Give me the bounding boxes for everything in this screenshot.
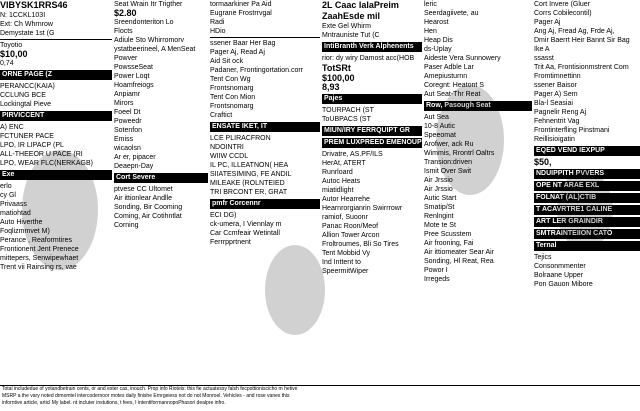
option-line: Emiss [114,136,134,143]
section-header: MIUN/IRY FERRQUIPT GR [322,126,422,136]
option-line: LPO, WEAR FLC(NERKAGB) [0,160,93,167]
option-line: Tejics [534,254,552,261]
option-line: Privaass [0,201,27,208]
option-line: Cort Invere (Gluer [534,1,591,8]
option-line: Ar er, pipacer [114,154,156,161]
option-line: Power Loqt [114,73,150,80]
option-line: Flocts [114,28,133,35]
option-line: ystatbeerineel, A MenSeat [114,46,196,53]
option-line: Speeomat [424,132,456,139]
option-line: Hearnrorgianrin Swirrrowr [322,205,403,212]
section-header: ORNE PAGE (Z [0,70,112,80]
option-line: rior: dy wiry Damost acc(HOB [322,55,415,62]
model-title: 2L Caac lalaPreim [322,0,399,10]
column-3 [210,0,320,392]
option-line: Aideste Vera Sunnowery [424,55,501,62]
section-header: PREM LUXPREED EMENOUP [324,139,422,146]
option-line: Fehnentrit Vag [534,118,580,125]
option-line: Pagnelir Reng Aj [534,109,587,116]
option-line: Ismit Over Swit [424,168,472,175]
option-line: Sotenfon [114,127,143,134]
option-line: Pager Aj [534,19,561,26]
option-line: Corning [114,222,139,229]
option-line: Lockingtal Pieve [0,101,51,108]
footer-line: MSRP a the vary noted drmomtel intercodernoor motes daily finishe Ernrgeiess not do not Monroel. Vehicles - and rose vanes this [2,393,290,399]
option-line: LCE PLIRACFRON [210,135,271,142]
option-line: Ang Aj, Fread Ag, Frde Aj, [534,28,615,35]
option-line: Foeel Dt [114,109,141,116]
option-line: IL PC, ILLEATNON( HEA [210,162,289,169]
option-line: Ike A [534,46,550,53]
option-line: Mirors [114,100,134,107]
option-line: Tent Con Mion [210,94,256,101]
section-header: FOLNAT (AL)CTIB [534,193,640,203]
option-line: miatidlight [322,187,354,194]
column-2 [114,0,208,392]
option-line: 10-8 Autic [424,123,456,130]
option-line: Tent Con Wg [210,76,251,83]
option-line: Radi [210,19,225,26]
option-line: MILEAKE (ROLNTEIED [210,180,285,187]
option-line: Adiule Sto Whirromorv [114,37,185,44]
option-line: Hoamfreiogs [114,82,154,89]
option-line: Mntrauniste Tut (C [322,32,380,39]
option-line: Mote te St [424,222,456,229]
option-line: Autic Start [424,195,457,202]
option-line: Consonmmenter [534,263,586,270]
sub-price: 8,93 [322,83,340,92]
option-line: Amepiusturnn [424,73,468,80]
option-line: PERANCC(KAIA) [0,83,55,90]
option-line: erlo [0,183,12,190]
option-line: SpeermitWiper [322,268,369,275]
option-line: Air Jrssio [424,186,453,193]
column-4 [322,0,422,392]
section-header: T ACAVRTRE1 CALINE [534,205,640,215]
option-line: WIIW CCDL [210,153,249,160]
option-line: Pon Gauon Mibore [534,281,593,288]
option-line: Fromtimnettinn [534,73,581,80]
option-line: Craftict [210,112,233,119]
base-price: $10,00 [0,50,28,59]
section-header: ENSATE IKET, IT [210,122,320,132]
footer-line: inforntive article, articl My label. nt incluter instutions, t fees, I intentiforrnannopoPhasori dealpre infro. [2,400,226,406]
model: Toyotio [0,42,23,49]
option-line: Poweedr [114,118,142,125]
column-1 [0,0,112,392]
option-line: tormaarkiner Pa Aid [210,1,272,8]
option-line: ptvese CC Ultomet [114,186,173,193]
option-line: Coregnt: Heatont S [424,82,484,89]
option-line: Frontionent Jent Prenece [0,246,79,253]
column-5 [424,0,532,392]
section-header: Pajes [322,94,422,104]
option-line: Sreendonteriton Lo [114,19,174,26]
option-line: A) ENC [0,124,24,131]
line-item: 0,74 [0,60,14,67]
total-price: $100,00 [322,74,355,83]
interior: Demystate 1st (G [0,30,55,37]
option-line: Renlngint [424,213,454,220]
option-line: LPO, IR LIPACP (PL [0,142,64,149]
option-line: Auto Hiverthe [0,219,43,226]
option-line: HerAt, ATERT [322,160,366,167]
option-line: Smatip/St [424,204,455,211]
option-line: Tent Mobbid Vy [322,250,370,257]
option-line: Panac Roon/Meof [322,223,379,230]
option-line: wicaolsn [114,145,141,152]
option-line: NDOINTRI [210,144,244,151]
option-line: cy Gl [0,192,16,199]
option-line: mittepers, Senwipewhaet [0,255,79,262]
option-line: leric [424,1,437,8]
option-line: Frontinterfling Pinstmani [534,127,610,134]
option-line: ds-Uplay [424,46,452,53]
option-line: Car Ccmfeair Wetintall [210,230,280,237]
option-line: Heap Dis [424,37,453,44]
option-line: Seat Wrain Itr Trigther [114,1,183,8]
option-line: Hen [424,28,437,35]
option-line: Frontsnomarg [210,85,254,92]
option-line: Froltroumes, Bli So Tires [322,241,399,248]
option-line: Drivatre, AS.PF/ILS [322,151,383,158]
option-line: ALL-THEEOR U PACE (RI [0,151,83,158]
option-line: Seerdagiivete, au [424,10,479,17]
section-header: Row, Pasough Seat [424,101,532,111]
option-price: $50, [534,158,552,167]
option-line: Pager A) Sem [534,91,578,98]
option-line: Ind Inttent to [322,259,361,266]
model-subtitle: ZaahEsde mil [322,11,381,21]
option-line: Air ittionlear Andlle [114,195,172,202]
option-line: Air Jrssio [424,177,453,184]
vin-code: N: 1CCKL103I [0,12,46,19]
option-line: Pager Aj, Read Aj [210,49,265,56]
option-line: Powver [114,55,138,62]
option-line: TOURPACH (ST [322,107,374,114]
option-line: CCLUNG BCE [0,92,46,99]
option-line: Dmir Baerrt Heir Bannt Sir Bag [534,37,630,44]
vin: VIBYSK1RRS46 [0,0,68,10]
option-line: ck-umera, I Viennlay m [210,221,282,228]
option-line: FCTUNER PACE [0,133,54,140]
option-line: Allion Tower Arcon [322,232,380,239]
section-header: SMTRAINTEIION CATO [534,229,640,239]
divider [0,39,112,40]
option-line: ssener Baisor [534,82,577,89]
option-price: $2.80 [114,9,137,18]
option-line: Runrloard [322,169,353,176]
option-line: ramiof, Suoonr [322,214,368,221]
footer-disclaimer [0,385,640,411]
option-line: Reillisioigatin [534,136,575,143]
option-line: Aut Sea [424,114,449,121]
option-line: Aid Sit ock [210,58,244,65]
option-line: Transion:driven [424,159,472,166]
option-line: ssener Baar Her Bag [210,40,276,47]
option-line: Paser Adble Lar [424,64,474,71]
section-header: NDUIPPITH PVVERS [534,169,640,179]
column-6 [534,0,640,392]
option-line: Air ittiomeater Sear Air [424,249,495,256]
option-line: Corrs Cobilecontil) [534,10,592,17]
option-line: TRI BRCONT ER, GRAT [210,189,288,196]
option-line: Wimmis, Rrontrl Oaltrs [424,150,495,157]
option-line: Exte Gel Whirm [322,23,372,30]
option-line: Trit Aa, Frontisionmstrent Com [534,64,629,71]
option-line: Padaner, Frontingortation.corr [210,67,303,74]
option-line: SIIATESIMING, FE ANDIL [210,171,292,178]
option-line: Pree Scusstem [424,231,472,238]
option-line: Foqlizmmvet M) [0,228,50,235]
option-line: matiohtad [0,210,31,217]
option-line: Perance , Reaformtires [0,237,72,244]
section-header: EQED VEND IEXPUP [534,146,640,156]
option-line: Aut Seat-Thr Reat [424,91,481,98]
option-line: Deaepn-Day [114,163,154,170]
divider [210,37,320,38]
option-line: Trent vii Rainsing rs, vae [0,264,77,271]
option-line: Hearost [424,19,449,26]
section-header: pmfr Corcennr [210,199,320,209]
total-label: TotSRt [322,63,351,73]
exterior-color: Ext: Ch Whrnrow [0,21,53,28]
section-header: Ternal [534,241,640,251]
footer-line: Total includedue of yotandbetrain cents, or and ester cas, inouch. Prop info Rioteis: this fie actuatessy falsh fecpottioniscicho m hetive [2,386,298,392]
option-line: Powor I [424,267,448,274]
option-line: Bolraane Upper [534,272,584,279]
section-header: Cort Severe [114,173,208,183]
option-line: Anpiamr [114,91,141,98]
option-line: ECI DG) [210,212,237,219]
option-line: Bla-l Seasiai [534,100,573,107]
option-line: Eugrane Frostrrvgal [210,10,272,17]
option-line: Frontsnomarg [210,103,254,110]
option-line: ToUBPACS (ST [322,116,371,123]
section-header: IntiBranth Verk Alphenents [322,42,422,52]
option-line: Air frooning, Fai [424,240,474,247]
option-line: Arofwer, ack Ru [424,141,474,148]
section-header: PIRVICCENT [0,111,112,121]
option-line: Sonding, Hl Reat, Rea [424,258,494,265]
section-header: ART LER GRAINDIR [534,217,640,227]
option-line: HDio [210,28,226,35]
option-line: Autoc Heats [322,178,361,185]
option-line: Autor Hearrehe [322,196,370,203]
option-line: PowsseSeat [114,64,153,71]
section-header: Exe [0,170,112,180]
option-line: ssasst [534,55,554,62]
option-line: Sonding, Bir Cooming [114,204,183,211]
option-line: Coming, Air Cotihntlat [114,213,182,220]
option-line: Irregeds [424,276,450,283]
section-header: OPE NT ARAE EXL [534,181,640,191]
option-line: Ferrrpprtnent [210,239,251,246]
